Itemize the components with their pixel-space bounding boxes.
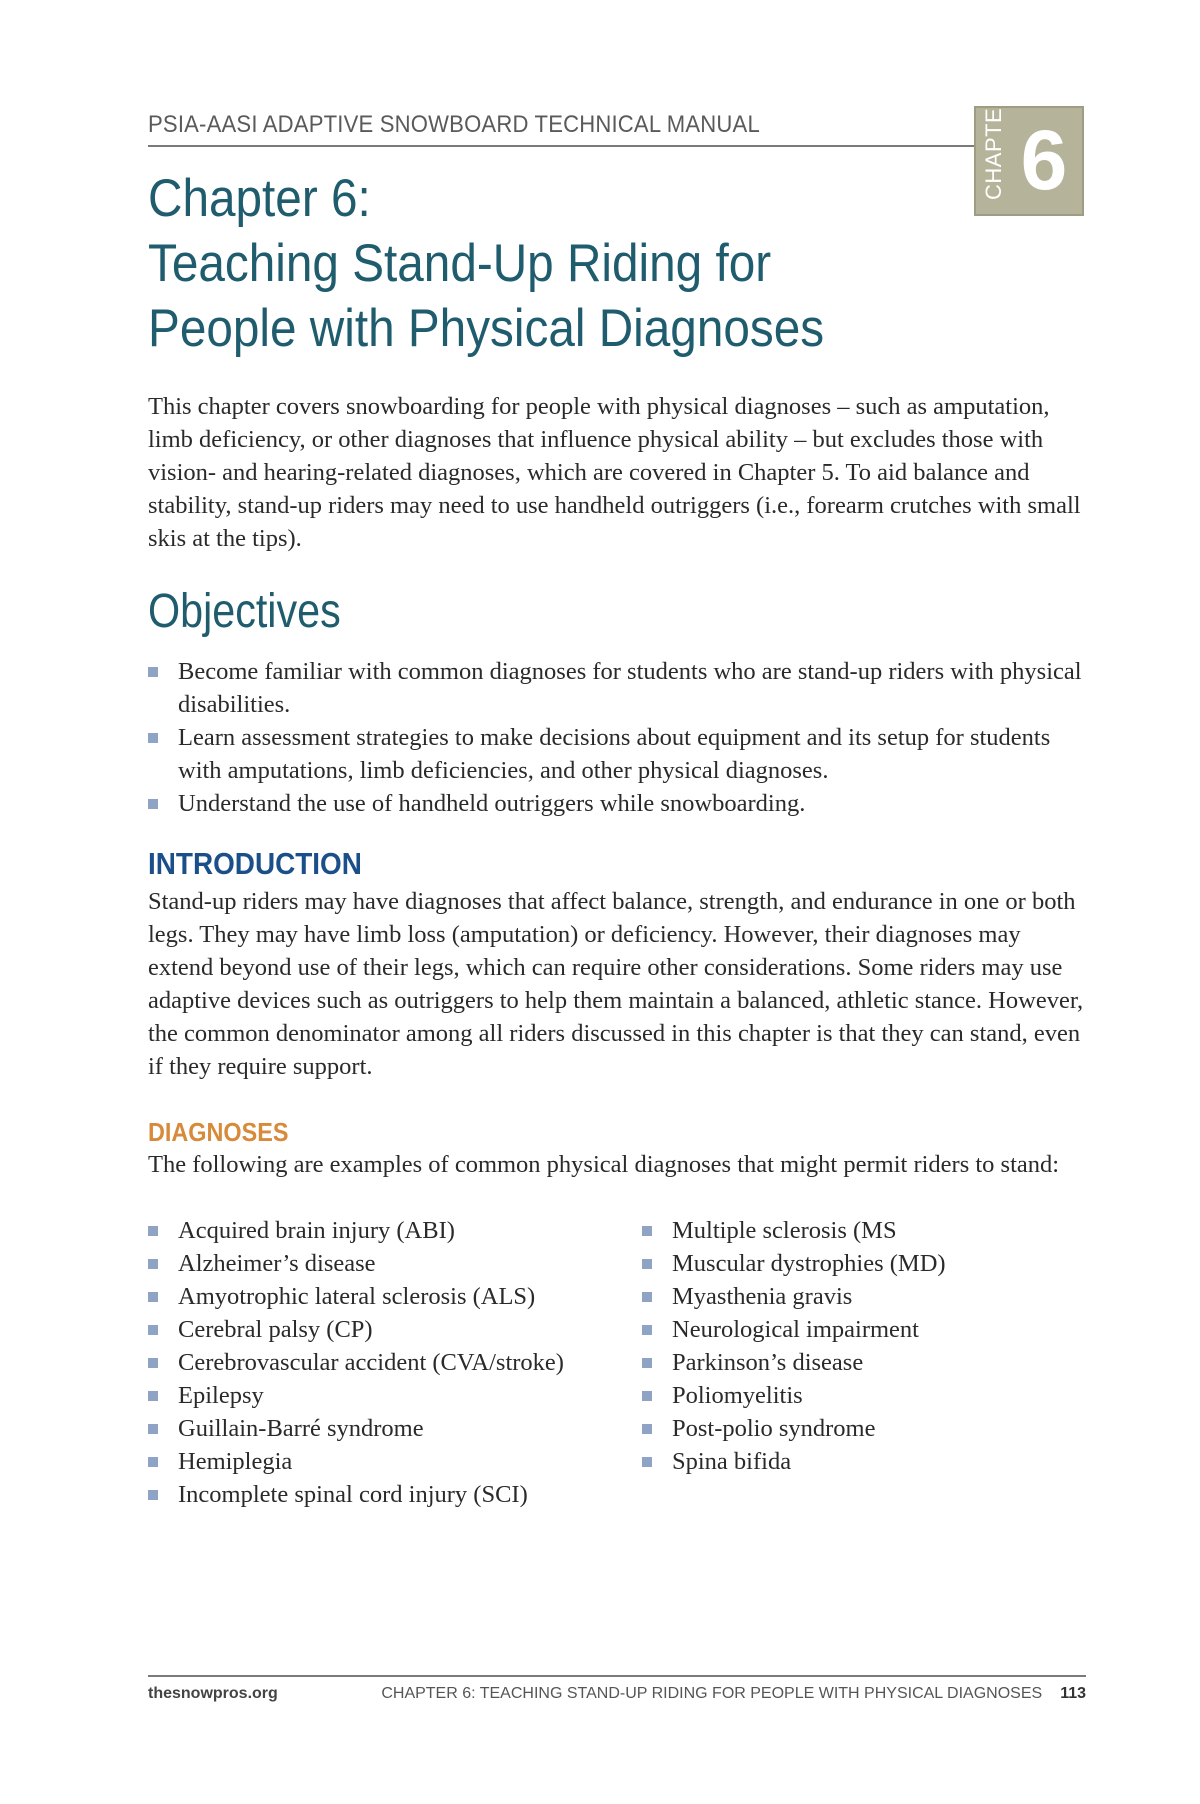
bullet-square-icon — [148, 1490, 158, 1500]
footer-site-link[interactable]: thesnowpros.org — [148, 1685, 278, 1702]
bullet-square-icon — [642, 1391, 652, 1401]
diagnosis-item: Incomplete spinal cord injury (SCI) — [148, 1478, 628, 1511]
diagnoses-body: The following are examples of common physical diagnoses that might permit riders to stand: — [148, 1151, 1060, 1178]
diagnosis-item: Cerebral palsy (CP) — [148, 1313, 628, 1346]
objectives-heading: Objectives — [148, 585, 341, 638]
bullet-square-icon — [642, 1259, 652, 1269]
introduction-body: Stand-up riders may have diagnoses that affect balance, strength, and endurance in one or both legs. They may have limb loss (amputation) or deficiency. However, their diagnoses may extend beyond use of their legs, which can require other considerations. Some riders may use adaptive devices such as outriggers to help them maintain a balanced, athletic stance. However, the common denominator among all riders discussed in this chapter is that they can stand, even if they require support. — [148, 888, 1084, 1080]
bullet-square-icon — [642, 1358, 652, 1368]
objective-item: Become familiar with common diagnoses for students who are stand-up riders with physical disabilities. — [148, 655, 1088, 721]
objective-item: Learn assessment strategies to make decisions about equipment and its setup for students with amputations, limb deficiencies, and other physical diagnoses. — [148, 721, 1088, 787]
objectives-list — [148, 655, 1088, 820]
running-head: PSIA-AASI ADAPTIVE SNOWBOARD TECHNICAL MANUAL — [148, 111, 760, 138]
bullet-square-icon — [148, 1259, 158, 1269]
chapter-intro-paragraph: This chapter covers snowboarding for people with physical diagnoses – such as amputation, limb deficiency, or other diagnoses that influence physical ability – but excludes those with vision- and hearing-related diagnoses, which are covered in Chapter 5. To aid balance and stability, stand-up riders may need to use handheld outriggers (i.e., forearm crutches with small skis at the tips). — [148, 393, 1081, 552]
diagnosis-item: Hemiplegia — [148, 1445, 628, 1478]
diagnosis-item: Neurological impairment — [642, 1313, 1082, 1346]
diagnosis-item: Poliomyelitis — [642, 1379, 1082, 1412]
chapter-title-line-2: Teaching Stand-Up Riding for — [148, 234, 772, 293]
bullet-square-icon — [642, 1292, 652, 1302]
footer-rule — [148, 1675, 1086, 1677]
bullet-square-icon — [642, 1325, 652, 1335]
diagnosis-item: Myasthenia gravis — [642, 1280, 1082, 1313]
diagnosis-item: Acquired brain injury (ABI) — [148, 1214, 628, 1247]
bullet-square-icon — [148, 1292, 158, 1302]
page-number: 113 — [1060, 1685, 1086, 1702]
bullet-square-icon — [642, 1226, 652, 1236]
chapter-title — [148, 166, 886, 361]
diagnoses-list-column-1 — [148, 1214, 628, 1511]
header-rule — [148, 145, 1060, 147]
chapter-tab — [974, 91, 1084, 216]
footer-chapter-title: CHAPTER 6: TEACHING STAND-UP RIDING FOR PEOPLE WITH PHYSICAL DIAGNOSES — [381, 1685, 1043, 1702]
footer-running-title — [381, 1685, 1086, 1703]
bullet-square-icon — [642, 1424, 652, 1434]
diagnoses-list-column-2 — [642, 1214, 1082, 1478]
diagnosis-item: Post-polio syndrome — [642, 1412, 1082, 1445]
bullet-square-icon — [148, 1226, 158, 1236]
diagnosis-item: Muscular dystrophies (MD) — [642, 1247, 1082, 1280]
diagnosis-item: Spina bifida — [642, 1445, 1082, 1478]
introduction-heading: INTRODUCTION — [148, 846, 362, 881]
bullet-square-icon — [148, 667, 158, 677]
chapter-tab-word: CHAPTER — [981, 91, 1006, 200]
diagnosis-item: Alzheimer’s disease — [148, 1247, 628, 1280]
diagnosis-item: Parkinson’s disease — [642, 1346, 1082, 1379]
chapter-title-line-3: People with Physical Diagnoses — [148, 299, 825, 358]
bullet-square-icon — [148, 1424, 158, 1434]
diagnosis-item: Cerebrovascular accident (CVA/stroke) — [148, 1346, 628, 1379]
diagnosis-item: Multiple sclerosis (MS — [642, 1214, 1082, 1247]
chapter-tab-number: 6 — [1020, 113, 1068, 207]
diagnosis-item: Guillain-Barré syndrome — [148, 1412, 628, 1445]
bullet-square-icon — [642, 1457, 652, 1467]
diagnoses-heading: DIAGNOSES — [148, 1117, 289, 1147]
bullet-square-icon — [148, 1358, 158, 1368]
bullet-square-icon — [148, 799, 158, 809]
bullet-square-icon — [148, 1391, 158, 1401]
chapter-title-line-1: Chapter 6: — [148, 169, 371, 228]
bullet-square-icon — [148, 1457, 158, 1467]
diagnosis-item: Epilepsy — [148, 1379, 628, 1412]
bullet-square-icon — [148, 733, 158, 743]
objective-item: Understand the use of handheld outriggers while snowboarding. — [148, 787, 1088, 820]
bullet-square-icon — [148, 1325, 158, 1335]
diagnosis-item: Amyotrophic lateral sclerosis (ALS) — [148, 1280, 628, 1313]
